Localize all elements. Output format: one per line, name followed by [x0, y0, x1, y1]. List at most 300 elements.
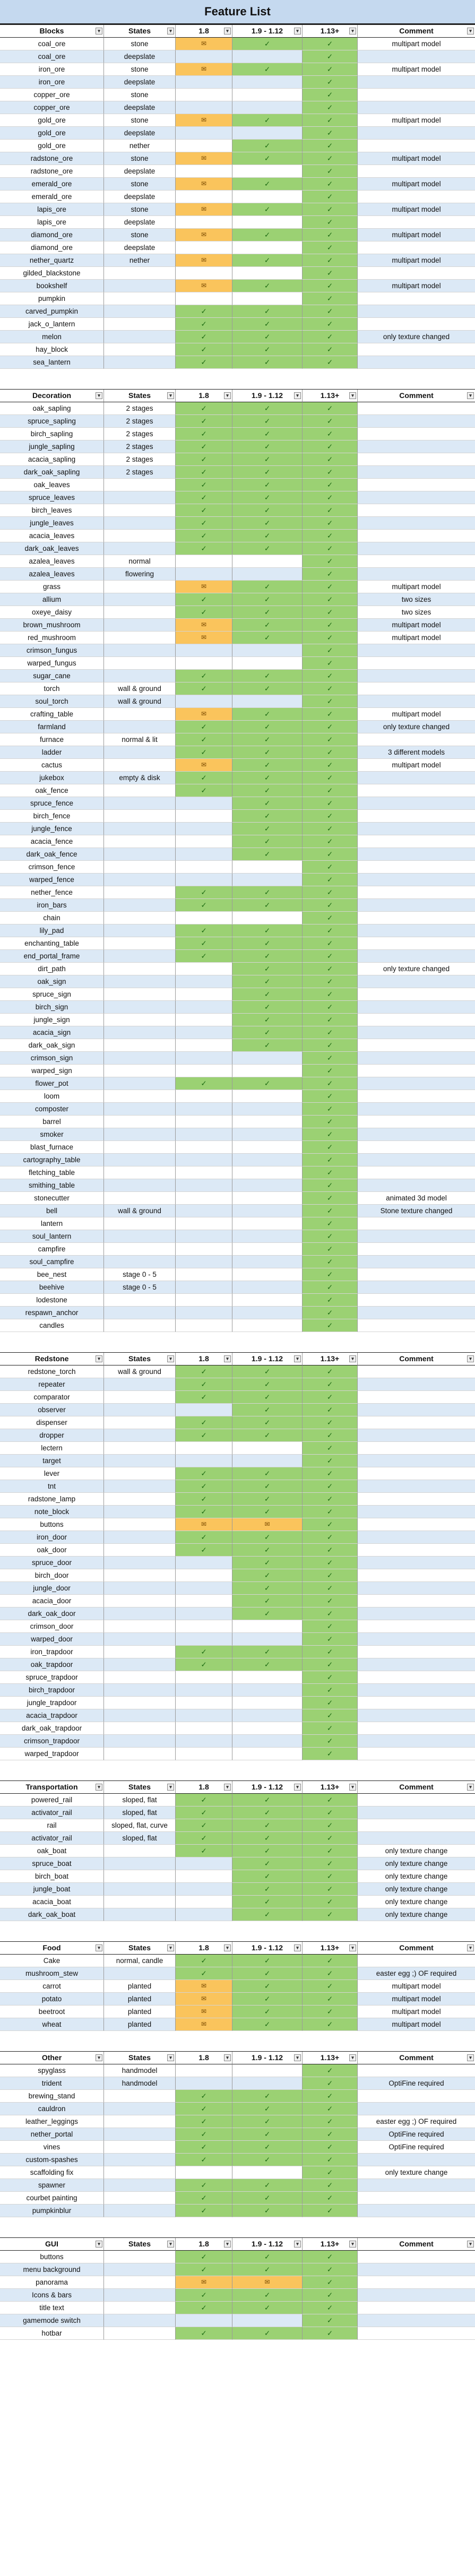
column-header[interactable]: 1.9 - 1.12 ▾: [232, 1781, 303, 1794]
states-cell: stone: [104, 178, 176, 191]
check-icon: ✓: [176, 2103, 232, 2115]
column-header-name[interactable]: Other ▾: [0, 2052, 104, 2064]
check-icon: ✓: [303, 1870, 358, 1883]
comment-cell: [358, 988, 475, 1001]
comment-cell: [358, 356, 475, 369]
check-icon: ✓: [303, 241, 358, 254]
comment-cell: [358, 644, 475, 657]
envelope-icon: ✉: [176, 38, 232, 50]
check-icon: ✓: [303, 2115, 358, 2128]
check-icon: ✓: [232, 975, 303, 988]
check-icon: ✓: [303, 2090, 358, 2103]
check-icon: ✓: [303, 1077, 358, 1090]
feature-name-cell: spruce_door: [0, 1557, 104, 1569]
check-icon: ✓: [176, 440, 232, 453]
empty-status-cell: [176, 975, 232, 988]
column-header[interactable]: 1.8 ▾: [176, 1781, 232, 1794]
check-icon: ✓: [176, 1845, 232, 1857]
check-icon: ✓: [232, 453, 303, 466]
states-cell: [104, 2302, 176, 2314]
sheet-title: Feature List: [0, 0, 475, 24]
check-icon: ✓: [303, 1404, 358, 1416]
feature-name-cell: birch_trapdoor: [0, 1684, 104, 1697]
column-header-name[interactable]: GUI ▾: [0, 2238, 104, 2251]
feature-name-cell: carrot: [0, 1980, 104, 1993]
check-icon: ✓: [232, 1845, 303, 1857]
check-icon: ✓: [232, 746, 303, 759]
states-cell: [104, 1154, 176, 1166]
comment-cell: [358, 2276, 475, 2289]
check-icon: ✓: [232, 1001, 303, 1014]
feature-name-cell: radstone_ore: [0, 165, 104, 178]
check-icon: ✓: [303, 504, 358, 517]
column-header[interactable]: Comment ▾: [358, 1353, 475, 1365]
comment-cell: [358, 950, 475, 963]
comment-cell: [358, 466, 475, 479]
check-icon: ✓: [232, 440, 303, 453]
states-cell: [104, 657, 176, 670]
check-icon: ✓: [232, 1391, 303, 1404]
check-icon: ✓: [176, 1429, 232, 1442]
states-cell: deepslate: [104, 165, 176, 178]
empty-status-cell: [176, 292, 232, 305]
check-icon: ✓: [232, 1416, 303, 1429]
check-icon: ✓: [303, 1819, 358, 1832]
states-cell: empty & disk: [104, 772, 176, 784]
check-icon: ✓: [232, 1544, 303, 1557]
check-icon: ✓: [303, 619, 358, 632]
feature-name-cell: spruce_boat: [0, 1857, 104, 1870]
states-cell: stone: [104, 114, 176, 127]
check-icon: ✓: [232, 1378, 303, 1391]
check-icon: ✓: [232, 2251, 303, 2263]
feature-name-cell: jukebox: [0, 772, 104, 784]
feature-name-cell: lodestone: [0, 1294, 104, 1307]
comment-cell: [358, 305, 475, 318]
column-header[interactable]: Comment ▾: [358, 1942, 475, 1955]
empty-status-cell: [176, 191, 232, 203]
check-icon: ✓: [303, 356, 358, 369]
states-cell: [104, 1391, 176, 1404]
empty-status-cell: [232, 127, 303, 140]
column-header[interactable]: States ▾: [104, 2238, 176, 2251]
column-header[interactable]: 1.13+ ▾: [303, 1353, 358, 1365]
states-cell: [104, 861, 176, 874]
check-icon: ✓: [303, 721, 358, 733]
check-icon: ✓: [232, 606, 303, 619]
check-icon: ✓: [303, 1980, 358, 1993]
empty-status-cell: [176, 1307, 232, 1319]
comment-cell: [358, 1294, 475, 1307]
column-header[interactable]: States ▾: [104, 25, 176, 38]
check-icon: ✓: [232, 2115, 303, 2128]
states-cell: wall & ground: [104, 1205, 176, 1217]
states-cell: [104, 1709, 176, 1722]
comment-cell: [358, 1141, 475, 1154]
feature-name-cell: emerald_ore: [0, 191, 104, 203]
states-cell: [104, 2154, 176, 2166]
empty-status-cell: [176, 1404, 232, 1416]
feature-name-cell: warped_fence: [0, 874, 104, 886]
comment-cell: [358, 823, 475, 835]
check-icon: ✓: [232, 1557, 303, 1569]
envelope-icon: ✉: [176, 178, 232, 191]
states-cell: [104, 1243, 176, 1256]
check-icon: ✓: [303, 2128, 358, 2141]
feature-name-cell: nether_quartz: [0, 254, 104, 267]
states-cell: nether: [104, 140, 176, 152]
column-header[interactable]: Comment ▾: [358, 2238, 475, 2251]
check-icon: ✓: [176, 1967, 232, 1980]
check-icon: ✓: [303, 937, 358, 950]
check-icon: ✓: [303, 1154, 358, 1166]
check-icon: ✓: [232, 1870, 303, 1883]
states-cell: [104, 2314, 176, 2327]
states-cell: wall & ground: [104, 682, 176, 695]
check-icon: ✓: [303, 1026, 358, 1039]
comment-cell: [358, 1319, 475, 1332]
feature-name-cell: activator_rail: [0, 1832, 104, 1845]
feature-name-cell: spawner: [0, 2179, 104, 2192]
check-icon: ✓: [176, 1819, 232, 1832]
check-icon: ✓: [303, 1166, 358, 1179]
column-header[interactable]: 1.13+ ▾: [303, 1942, 358, 1955]
section-spacer: [0, 2217, 475, 2237]
feature-name-cell: respawn_anchor: [0, 1307, 104, 1319]
empty-status-cell: [176, 1090, 232, 1103]
check-icon: ✓: [303, 1658, 358, 1671]
empty-status-cell: [232, 2064, 303, 2077]
check-icon: ✓: [232, 1658, 303, 1671]
check-icon: ✓: [303, 38, 358, 50]
comment-cell: [358, 1595, 475, 1607]
empty-status-cell: [176, 1748, 232, 1760]
empty-status-cell: [176, 1709, 232, 1722]
check-icon: ✓: [176, 1794, 232, 1806]
feature-name-cell: jungle_boat: [0, 1883, 104, 1896]
empty-status-cell: [232, 874, 303, 886]
comment-cell: multipart model: [358, 63, 475, 76]
check-icon: ✓: [176, 2302, 232, 2314]
comment-cell: [358, 657, 475, 670]
check-icon: ✓: [303, 1806, 358, 1819]
feature-name-cell: potato: [0, 1993, 104, 2006]
check-icon: ✓: [303, 254, 358, 267]
empty-status-cell: [176, 1065, 232, 1077]
empty-status-cell: [232, 1722, 303, 1735]
column-header[interactable]: 1.13+ ▾: [303, 390, 358, 402]
check-icon: ✓: [176, 1416, 232, 1429]
check-icon: ✓: [303, 1748, 358, 1760]
column-header[interactable]: States ▾: [104, 1781, 176, 1794]
column-header[interactable]: 1.9 - 1.12 ▾: [232, 1942, 303, 1955]
check-icon: ✓: [303, 1697, 358, 1709]
empty-status-cell: [232, 1748, 303, 1760]
check-icon: ✓: [176, 593, 232, 606]
column-header[interactable]: 1.9 - 1.12 ▾: [232, 2238, 303, 2251]
check-icon: ✓: [303, 1103, 358, 1116]
feature-name-cell: scaffolding fix: [0, 2166, 104, 2179]
check-icon: ✓: [232, 530, 303, 542]
check-icon: ✓: [232, 1883, 303, 1896]
check-icon: ✓: [303, 1709, 358, 1722]
states-cell: [104, 1052, 176, 1065]
states-cell: [104, 1467, 176, 1480]
check-icon: ✓: [176, 1806, 232, 1819]
empty-status-cell: [176, 797, 232, 810]
feature-name-cell: diamond_ore: [0, 241, 104, 254]
check-icon: ✓: [303, 343, 358, 356]
check-icon: ✓: [232, 229, 303, 241]
envelope-icon: ✉: [176, 2018, 232, 2031]
states-cell: [104, 1896, 176, 1908]
column-header[interactable]: 1.13+ ▾: [303, 2052, 358, 2064]
empty-status-cell: [232, 1179, 303, 1192]
check-icon: ✓: [303, 657, 358, 670]
column-header[interactable]: Comment ▾: [358, 2052, 475, 2064]
check-icon: ✓: [176, 937, 232, 950]
feature-name-cell: soul_torch: [0, 695, 104, 708]
comment-cell: [358, 491, 475, 504]
feature-name-cell: acacia_leaves: [0, 530, 104, 542]
empty-status-cell: [176, 1857, 232, 1870]
column-header[interactable]: States ▾: [104, 1942, 176, 1955]
column-header[interactable]: 1.8 ▾: [176, 390, 232, 402]
feature-name-cell: allium: [0, 593, 104, 606]
column-header[interactable]: 1.9 - 1.12 ▾: [232, 25, 303, 38]
check-icon: ✓: [303, 1735, 358, 1748]
states-cell: [104, 1633, 176, 1646]
comment-cell: [358, 1722, 475, 1735]
comment-cell: [358, 267, 475, 280]
empty-status-cell: [176, 1671, 232, 1684]
check-icon: ✓: [303, 1192, 358, 1205]
check-icon: ✓: [232, 988, 303, 1001]
states-cell: [104, 644, 176, 657]
comment-cell: [358, 975, 475, 988]
feature-name-cell: enchanting_table: [0, 937, 104, 950]
empty-status-cell: [176, 1870, 232, 1883]
comment-cell: [358, 733, 475, 746]
column-header[interactable]: 1.8 ▾: [176, 25, 232, 38]
states-cell: [104, 1646, 176, 1658]
envelope-icon: ✉: [176, 280, 232, 292]
check-icon: ✓: [303, 1557, 358, 1569]
check-icon: ✓: [303, 2276, 358, 2289]
states-cell: [104, 2251, 176, 2263]
empty-status-cell: [176, 1052, 232, 1065]
comment-cell: Stone texture changed: [358, 1205, 475, 1217]
column-header[interactable]: 1.13+ ▾: [303, 25, 358, 38]
empty-status-cell: [232, 267, 303, 280]
states-cell: [104, 593, 176, 606]
states-cell: [104, 759, 176, 772]
comment-cell: [358, 1819, 475, 1832]
check-icon: ✓: [303, 1883, 358, 1896]
check-icon: ✓: [303, 280, 358, 292]
feature-name-cell: redstone_torch: [0, 1365, 104, 1378]
column-header[interactable]: Comment ▾: [358, 25, 475, 38]
states-cell: [104, 899, 176, 912]
comment-cell: [358, 1557, 475, 1569]
comment-cell: [358, 1455, 475, 1467]
check-icon: ✓: [303, 861, 358, 874]
states-cell: [104, 1416, 176, 1429]
comment-cell: multipart model: [358, 708, 475, 721]
check-icon: ✓: [176, 517, 232, 530]
empty-status-cell: [232, 1116, 303, 1128]
comment-cell: [358, 695, 475, 708]
envelope-icon: ✉: [176, 2276, 232, 2289]
check-icon: ✓: [176, 2205, 232, 2217]
check-icon: ✓: [303, 2289, 358, 2302]
check-icon: ✓: [232, 1955, 303, 1967]
states-cell: [104, 2141, 176, 2154]
column-header[interactable]: States ▾: [104, 390, 176, 402]
states-cell: [104, 1607, 176, 1620]
empty-status-cell: [232, 50, 303, 63]
comment-cell: multipart model: [358, 1993, 475, 2006]
column-header-name[interactable]: Redstone ▾: [0, 1353, 104, 1365]
comment-cell: [358, 1116, 475, 1128]
feature-name-cell: oxeye_daisy: [0, 606, 104, 619]
comment-cell: [358, 1955, 475, 1967]
feature-name-cell: candles: [0, 1319, 104, 1332]
check-icon: ✓: [176, 1493, 232, 1506]
check-icon: ✓: [303, 2179, 358, 2192]
column-header-name[interactable]: Food ▾: [0, 1942, 104, 1955]
column-header[interactable]: States ▾: [104, 1353, 176, 1365]
comment-cell: OptiFine required: [358, 2077, 475, 2090]
states-cell: [104, 708, 176, 721]
comment-cell: [358, 2064, 475, 2077]
column-header[interactable]: 1.8 ▾: [176, 2238, 232, 2251]
comment-cell: [358, 1709, 475, 1722]
column-header-name[interactable]: Transportation ▾: [0, 1781, 104, 1794]
column-header[interactable]: 1.9 - 1.12 ▾: [232, 1353, 303, 1365]
feature-name-cell: sugar_cane: [0, 670, 104, 682]
comment-cell: [358, 504, 475, 517]
feature-name-cell: birch_door: [0, 1569, 104, 1582]
check-icon: ✓: [232, 2103, 303, 2115]
column-header-name[interactable]: Decoration ▾: [0, 390, 104, 402]
column-header[interactable]: 1.8 ▾: [176, 1353, 232, 1365]
check-icon: ✓: [176, 1646, 232, 1658]
comment-cell: [358, 76, 475, 89]
check-icon: ✓: [303, 466, 358, 479]
empty-status-cell: [176, 861, 232, 874]
check-icon: ✓: [176, 772, 232, 784]
column-header[interactable]: Comment ▾: [358, 1781, 475, 1794]
comment-cell: [358, 1671, 475, 1684]
empty-status-cell: [232, 1735, 303, 1748]
empty-status-cell: [176, 1154, 232, 1166]
feature-name-cell: beehive: [0, 1281, 104, 1294]
check-icon: ✓: [303, 1646, 358, 1658]
check-icon: ✓: [176, 2179, 232, 2192]
column-header[interactable]: 1.8 ▾: [176, 1942, 232, 1955]
empty-status-cell: [232, 1709, 303, 1722]
envelope-icon: ✉: [176, 2006, 232, 2018]
feature-name-cell: tnt: [0, 1480, 104, 1493]
column-header-name[interactable]: Blocks ▾: [0, 25, 104, 38]
states-cell: [104, 835, 176, 848]
check-icon: ✓: [176, 318, 232, 331]
check-icon: ✓: [303, 835, 358, 848]
comment-cell: 3 different models: [358, 746, 475, 759]
comment-cell: [358, 318, 475, 331]
states-cell: [104, 2115, 176, 2128]
feature-name-cell: leather_leggings: [0, 2115, 104, 2128]
states-cell: stone: [104, 89, 176, 101]
empty-status-cell: [176, 1001, 232, 1014]
check-icon: ✓: [176, 331, 232, 343]
check-icon: ✓: [303, 555, 358, 568]
comment-cell: [358, 1531, 475, 1544]
empty-status-cell: [176, 1455, 232, 1467]
feature-name-cell: acacia_sign: [0, 1026, 104, 1039]
feature-name-cell: jack_o_lantern: [0, 318, 104, 331]
states-cell: [104, 823, 176, 835]
feature-name-cell: nether_portal: [0, 2128, 104, 2141]
feature-name-cell: azalea_leaves: [0, 568, 104, 581]
states-cell: [104, 1870, 176, 1883]
column-header[interactable]: 1.13+ ▾: [303, 2238, 358, 2251]
check-icon: ✓: [176, 682, 232, 695]
feature-name-cell: oak_door: [0, 1544, 104, 1557]
column-header[interactable]: 1.9 - 1.12 ▾: [232, 390, 303, 402]
feature-name-cell: dark_oak_fence: [0, 848, 104, 861]
check-icon: ✓: [232, 1832, 303, 1845]
feature-name-cell: blast_furnace: [0, 1141, 104, 1154]
empty-status-cell: [232, 1281, 303, 1294]
feature-name-cell: diamond_ore: [0, 229, 104, 241]
check-icon: ✓: [303, 1506, 358, 1518]
section-spacer: [0, 369, 475, 389]
comment-cell: [358, 191, 475, 203]
states-cell: [104, 491, 176, 504]
check-icon: ✓: [303, 1832, 358, 1845]
check-icon: ✓: [303, 1480, 358, 1493]
column-header[interactable]: 1.9 - 1.12 ▾: [232, 2052, 303, 2064]
check-icon: ✓: [303, 2192, 358, 2205]
section-redstone: [0, 1352, 475, 1760]
check-icon: ✓: [232, 1908, 303, 1921]
column-header[interactable]: 1.13+ ▾: [303, 1781, 358, 1794]
feature-name-cell: oak_leaves: [0, 479, 104, 491]
comment-cell: [358, 1281, 475, 1294]
comment-cell: [358, 1429, 475, 1442]
column-header[interactable]: 1.8 ▾: [176, 2052, 232, 2064]
comment-cell: easter egg ;) OF required: [358, 1967, 475, 1980]
feature-name-cell: target: [0, 1455, 104, 1467]
comment-cell: only texture changed: [358, 963, 475, 975]
check-icon: ✓: [303, 1794, 358, 1806]
empty-status-cell: [176, 1294, 232, 1307]
check-icon: ✓: [232, 1857, 303, 1870]
check-icon: ✓: [232, 733, 303, 746]
section-blocks: [0, 24, 475, 369]
feature-name-cell: birch_sign: [0, 1001, 104, 1014]
column-header[interactable]: Comment ▾: [358, 390, 475, 402]
column-header[interactable]: States ▾: [104, 2052, 176, 2064]
comment-cell: [358, 772, 475, 784]
feature-name-cell: beetroot: [0, 2006, 104, 2018]
check-icon: ✓: [176, 356, 232, 369]
check-icon: ✓: [176, 1480, 232, 1493]
check-icon: ✓: [303, 305, 358, 318]
feature-name-cell: jungle_sign: [0, 1014, 104, 1026]
